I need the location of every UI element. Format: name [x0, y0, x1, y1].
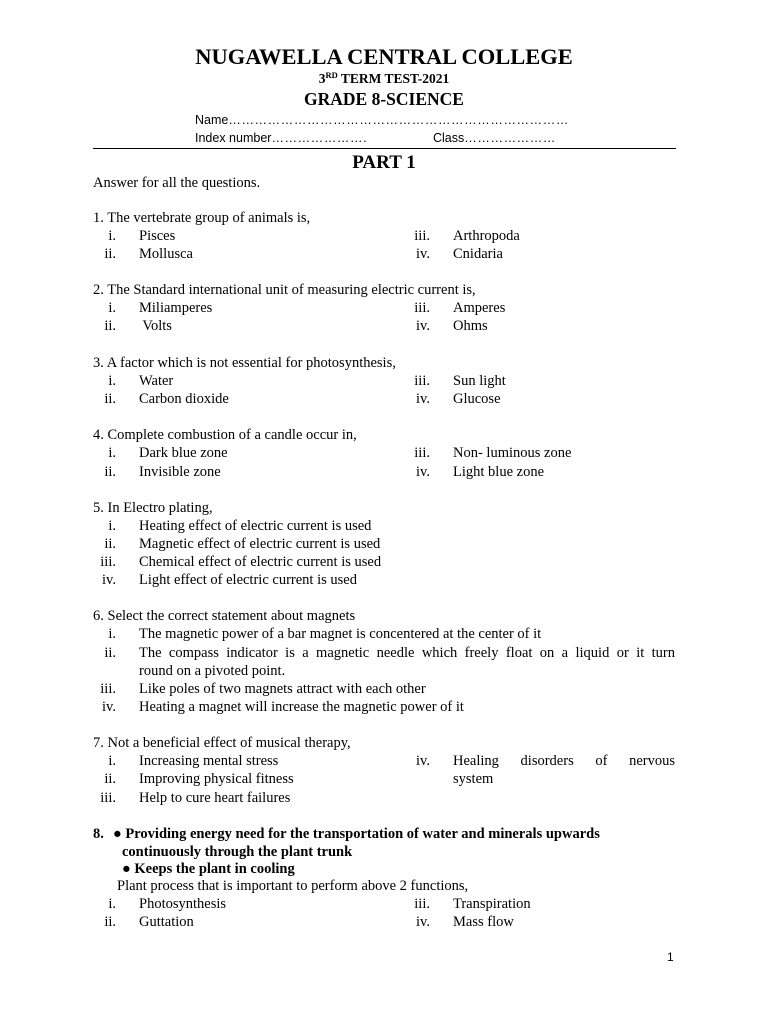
part-title: PART 1 [352, 152, 416, 173]
option-numeral: ii. [104, 771, 116, 787]
q1-option-iv[interactable]: Cnidaria [453, 246, 503, 262]
q2-option-iii[interactable]: Amperes [453, 300, 506, 316]
option-numeral: iv. [416, 464, 430, 480]
option-numeral: ii. [104, 645, 116, 661]
option-numeral: ii. [104, 246, 116, 262]
q6-option-iii[interactable]: Like poles of two magnets attract with each other [139, 681, 426, 697]
option-numeral: i. [108, 626, 116, 642]
option-numeral: i. [108, 518, 116, 534]
option-numeral: iii. [100, 554, 116, 570]
option-numeral: iv. [102, 699, 116, 715]
question-3-stem: 3. A factor which is not essential for photosynthesis, [93, 355, 396, 371]
option-numeral: ii. [104, 464, 116, 480]
question-5-stem: 5. In Electro plating, [93, 500, 213, 516]
q2-option-ii[interactable]: Volts [139, 318, 172, 334]
option-numeral: i. [108, 896, 116, 912]
q8-option-iv[interactable]: Mass flow [453, 914, 514, 930]
option-numeral: i. [108, 753, 116, 769]
q7-option-i[interactable]: Increasing mental stress [139, 753, 279, 769]
option-numeral: iii. [414, 300, 430, 316]
option-numeral: i. [108, 300, 116, 316]
option-numeral: iv. [416, 914, 430, 930]
q5-option-iv[interactable]: Light effect of electric current is used [139, 572, 357, 588]
question-6-stem: 6. Select the correct statement about magnets [93, 608, 356, 624]
q8-option-ii[interactable]: Guttation [139, 914, 194, 930]
grade-subject-title: GRADE 8-SCIENCE [304, 89, 464, 109]
instruction-text: Answer for all the questions. [93, 175, 261, 191]
school-name: NUGAWELLA CENTRAL COLLEGE [195, 44, 573, 69]
q4-option-i[interactable]: Dark blue zone [139, 445, 228, 461]
option-numeral: iv. [416, 753, 430, 769]
question-4-stem: 4. Complete combustion of a candle occur in, [93, 427, 357, 443]
q1-option-iii[interactable]: Arthropoda [453, 228, 520, 244]
index-number-field[interactable]: Index number…………………. [195, 131, 368, 145]
option-numeral: iii. [100, 681, 116, 697]
q3-option-iv[interactable]: Glucose [453, 391, 501, 407]
q5-option-iii[interactable]: Chemical effect of electric current is used [139, 554, 382, 570]
option-numeral: ii. [104, 914, 116, 930]
class-field[interactable]: Class………………… [433, 131, 556, 145]
option-numeral: i. [108, 373, 116, 389]
q3-option-i[interactable]: Water [139, 373, 174, 389]
option-numeral: iii. [100, 790, 116, 806]
q6-option-i[interactable]: The magnetic power of a bar magnet is concentered at the center of it [139, 626, 542, 642]
q1-option-i[interactable]: Pisces [139, 228, 176, 244]
option-numeral: iv. [416, 246, 430, 262]
option-numeral: i. [108, 228, 116, 244]
page-number: 1 [667, 950, 674, 964]
term-test-title: 3RD TERM TEST-2021 [318, 70, 450, 86]
option-numeral: iii. [414, 896, 430, 912]
question-8-number: 8. [93, 826, 104, 842]
question-8-bullet-2: ● Keeps the plant in cooling [122, 861, 295, 877]
q6-option-iv[interactable]: Heating a magnet will increase the magnetic power of it [139, 699, 464, 715]
q3-option-iii[interactable]: Sun light [453, 373, 506, 389]
q7-option-iv-continued: system [453, 771, 494, 787]
option-numeral: ii. [104, 536, 116, 552]
question-8-bullet-1: ● Providing energy need for the transportation of water and minerals upwards [113, 826, 600, 842]
q6-option-ii-continued: round on a pivoted point. [139, 663, 286, 679]
option-numeral: iii. [414, 228, 430, 244]
q8-option-i[interactable]: Photosynthesis [139, 896, 227, 912]
option-numeral: iv. [416, 391, 430, 407]
option-numeral: iv. [102, 572, 116, 588]
name-field[interactable]: Name…………………………………………………………………… [195, 113, 569, 127]
question-1-stem: 1. The vertebrate group of animals is, [93, 210, 311, 226]
option-numeral: ii. [104, 318, 116, 334]
q5-option-ii[interactable]: Magnetic effect of electric current is used [139, 536, 381, 552]
question-8-stem: Plant process that is important to perform above 2 functions, [117, 878, 469, 894]
question-7-stem: 7. Not a beneficial effect of musical therapy, [93, 735, 351, 751]
q4-option-ii[interactable]: Invisible zone [139, 464, 221, 480]
option-numeral: ii. [104, 391, 116, 407]
q5-option-i[interactable]: Heating effect of electric current is used [139, 518, 372, 534]
q6-option-ii[interactable]: The compass indicator is a magnetic needle which freely float on a liquid or it turn [139, 645, 675, 661]
q3-option-ii[interactable]: Carbon dioxide [139, 391, 229, 407]
question-2-stem: 2. The Standard international unit of measuring electric current is, [93, 282, 476, 298]
question-8-bullet-1-continued: continuously through the plant trunk [122, 844, 353, 860]
q2-option-iv[interactable]: Ohms [453, 318, 488, 334]
q4-option-iii[interactable]: Non- luminous zone [453, 445, 572, 461]
q4-option-iv[interactable]: Light blue zone [453, 464, 545, 480]
option-numeral: iv. [416, 318, 430, 334]
option-numeral: iii. [414, 373, 430, 389]
option-numeral: i. [108, 445, 116, 461]
option-numeral: iii. [414, 445, 430, 461]
q2-option-i[interactable]: Miliamperes [139, 300, 213, 316]
q7-option-iii[interactable]: Help to cure heart failures [139, 790, 291, 806]
q7-option-ii[interactable]: Improving physical fitness [139, 771, 294, 787]
q7-option-iv[interactable]: Healing disorders of nervous [453, 753, 675, 769]
q8-option-iii[interactable]: Transpiration [453, 896, 531, 912]
header-divider [93, 148, 676, 149]
q1-option-ii[interactable]: Mollusca [139, 246, 193, 262]
